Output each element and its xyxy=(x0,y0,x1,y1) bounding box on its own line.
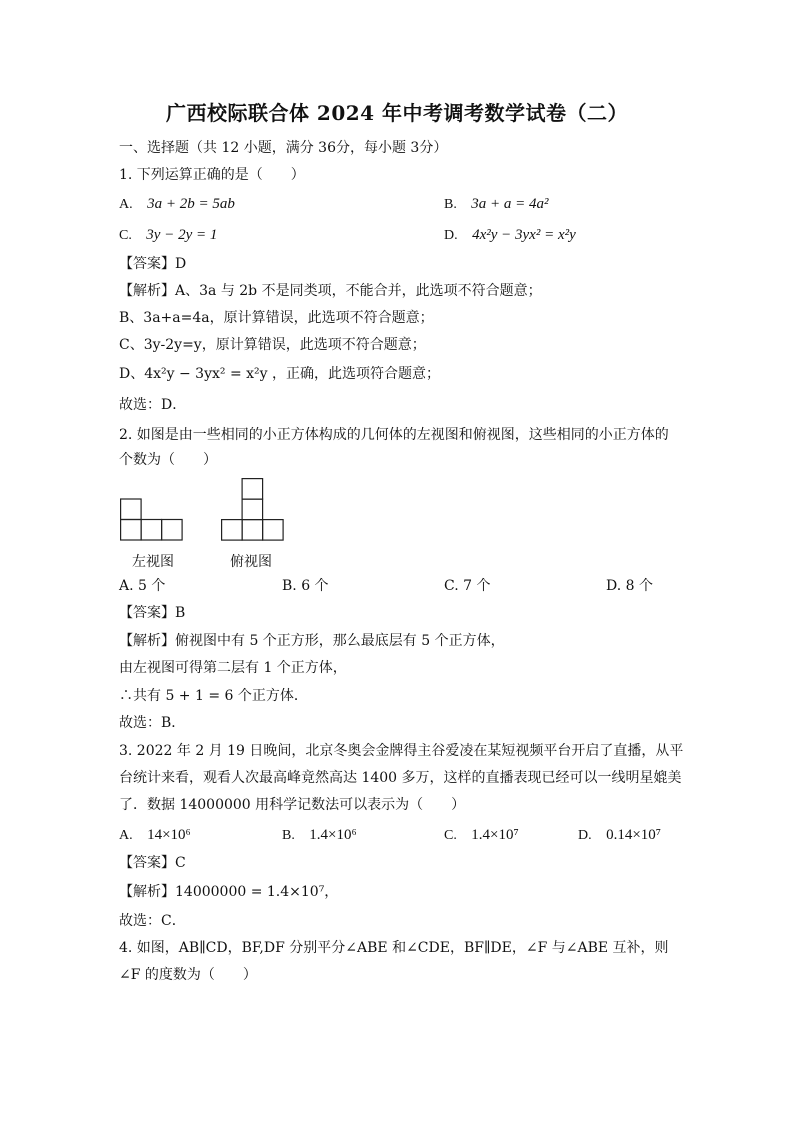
top-view-square xyxy=(263,520,284,541)
q3-option-c-expr: 1.4×10⁷ xyxy=(471,827,519,843)
q3-option-d-label: D. xyxy=(578,828,592,843)
section-heading: 一、选择题（共 12 小题，满分 36分，每小题 3分） xyxy=(119,140,448,156)
q2-option-b: B. 6 个 xyxy=(282,578,329,594)
q1-conclusion: 故选：D． xyxy=(119,397,187,413)
top-view-figure xyxy=(221,478,285,542)
q4-stem: 4. 如图，AB∥CD，BF,DF 分别平分∠ABE 和∠CDE，BF∥DE，∠F 与∠ABE 互补，则 xyxy=(119,940,669,956)
q3-option-b-expr: 1.4×10⁶ xyxy=(309,827,357,843)
q2-conclusion: 故选：B． xyxy=(119,715,186,731)
q3-option-c xyxy=(444,826,519,845)
q3-option-b-label: B. xyxy=(282,828,295,843)
q1-option-a-label: A. xyxy=(119,197,133,212)
q2-answer: 【答案】B xyxy=(119,605,186,621)
top-view-square xyxy=(222,520,243,541)
left-view-caption: 左视图 xyxy=(132,554,174,570)
top-view-caption: 俯视图 xyxy=(230,554,272,570)
q3-option-a-label: A. xyxy=(119,828,133,843)
q1-analysis-line: 【解析】A、3a 与 2b 不是同类项，不能合并，此选项不符合题意； xyxy=(119,283,542,299)
q3-stem: 了．数据 14000000 用科学记数法可以表示为（ ） xyxy=(119,797,466,813)
q2-analysis-line: 由左视图可得第二层有 1 个正方体， xyxy=(119,660,347,676)
left-view-cube xyxy=(162,520,183,541)
q1-option-d-label: D. xyxy=(444,228,458,243)
q3-option-d-expr: 0.14×10⁷ xyxy=(606,827,662,843)
q1-option-d-expr: 4x²y − 3yx² = x²y xyxy=(472,227,576,243)
q1-option-b xyxy=(444,195,549,214)
q3-analysis-line: 【解析】14000000 = 1.4×10⁷， xyxy=(119,884,339,900)
q3-option-b xyxy=(282,826,357,845)
q2-analysis-line: ∴共有 5 + 1 = 6 个正方体． xyxy=(119,688,308,704)
q1-option-c-label: C. xyxy=(119,228,132,243)
q3-stem: 台统计来看，观看人次最高峰竟然高达 1400 多万，这样的直播表现已经可以一线明星媲美 xyxy=(119,770,682,786)
q3-option-d xyxy=(578,826,661,845)
top-view-square xyxy=(242,499,263,519)
q1-answer: 【答案】D xyxy=(119,256,187,272)
q1-option-c-expr: 3y − 2y = 1 xyxy=(146,227,218,243)
q2-option-d: D. 8 个 xyxy=(606,578,653,594)
left-view-cube xyxy=(121,520,142,541)
q2-option-a: A. 5 个 xyxy=(119,578,166,594)
left-view-cube xyxy=(141,520,162,541)
q1-analysis-line: D、4x²y − 3yx² = x²y ，正确，此选项符合题意； xyxy=(119,366,441,382)
q1-option-b-label: B. xyxy=(444,197,457,212)
page-title: 广西校际联合体 2024 年中考调考数学试卷（二） xyxy=(165,101,629,125)
q3-stem: 3. 2022 年 2 月 19 日晚间，北京冬奥会金牌得主谷爱凌在某短视频平台开启了直播，从平 xyxy=(119,743,684,759)
q3-conclusion: 故选：C． xyxy=(119,913,186,929)
q1-analysis-line: C、3y-2y=y，原计算错误，此选项不符合题意； xyxy=(119,337,426,353)
top-view-square xyxy=(242,479,263,500)
q2-stem: 2. 如图是由一些相同的小正方体构成的几何体的左视图和俯视图，这些相同的小正方体的 xyxy=(119,427,669,443)
q3-answer: 【答案】C xyxy=(119,855,186,871)
q1-stem: 1. 下列运算正确的是（ ） xyxy=(119,167,305,183)
q1-option-a xyxy=(119,195,235,214)
top-view-square xyxy=(242,520,263,541)
q1-option-b-expr: 3a + a = 4a² xyxy=(471,196,549,212)
q1-analysis-line: B、3a+a=4a，原计算错误，此选项不符合题意； xyxy=(119,310,434,326)
q4-stem: ∠F 的度数为（ ） xyxy=(119,967,257,983)
q2-option-c: C. 7 个 xyxy=(444,578,491,594)
q1-option-c xyxy=(119,226,217,245)
q1-option-a-expr: 3a + 2b = 5ab xyxy=(147,196,235,212)
left-view-figure xyxy=(120,498,184,542)
q3-option-a xyxy=(119,826,191,845)
left-view-cube xyxy=(121,499,142,520)
q2-analysis-line: 【解析】俯视图中有 5 个正方形，那么最底层有 5 个正方体， xyxy=(119,633,505,649)
q3-option-a-expr: 14×10⁶ xyxy=(147,827,191,843)
q1-option-d xyxy=(444,226,576,245)
q3-option-c-label: C. xyxy=(444,828,457,843)
q2-stem: 个数为（ ） xyxy=(119,452,217,468)
